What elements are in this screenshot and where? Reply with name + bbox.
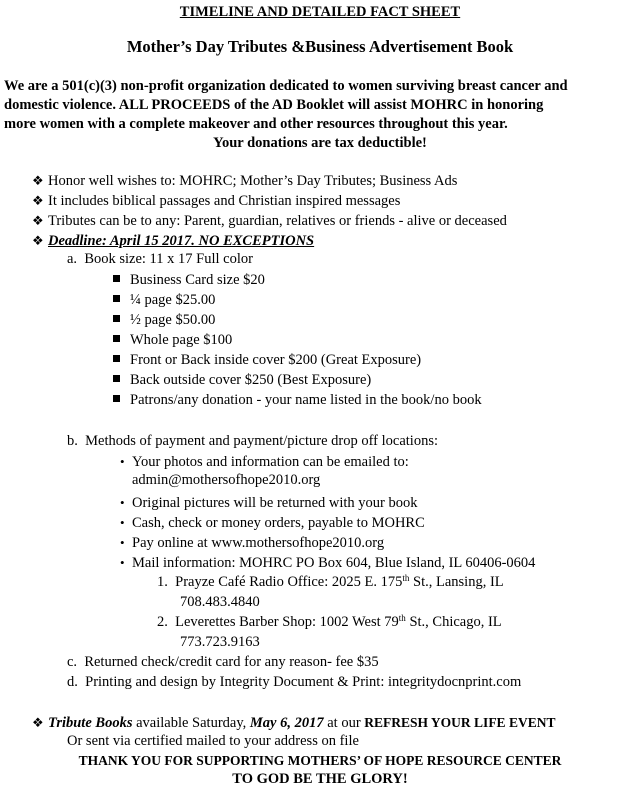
location-prayze-cafe: 1. Prayze Café Radio Office: 2025 E. 175th St., Lansing, IL [157, 573, 504, 590]
diamond-bullet-icon: ❖ [32, 193, 44, 208]
list-item-mail: • Mail information: MOHRC PO Box 604, Blue Island, IL 60406-0604 [120, 555, 536, 571]
diamond-bullet-icon: ❖ [32, 233, 44, 248]
square-bullet-icon [113, 295, 120, 302]
list-item-whole-page: Whole page $100 [113, 331, 640, 350]
round-bullet-icon: • [120, 454, 125, 469]
square-bullet-icon [113, 375, 120, 382]
round-bullet-icon: • [120, 555, 125, 570]
square-bullet-icon [113, 335, 120, 342]
list-item-cash: • Cash, check or money orders, payable to MOHRC [120, 515, 425, 531]
square-bullet-icon [113, 355, 120, 362]
thank-you-line: THANK YOU FOR SUPPORTING MOTHERS’ OF HOPE RESOURCE CENTER [78, 753, 562, 768]
round-bullet-icon: • [120, 495, 125, 510]
intro-line-2: domestic violence. ALL PROCEEDS of the AD Booklet will assist MOHRC in honoring [4, 97, 544, 113]
intro-line-1: We are a 501(c)(3) non-profit organization dedicated to women surviving breast cancer and [4, 78, 568, 94]
sent-by-mail-line: Or sent via certified mailed to your address on file [67, 733, 359, 749]
list-item-originals: • Original pictures will be returned with your book [120, 495, 418, 511]
diamond-bullet-icon: ❖ [32, 213, 44, 228]
bullet-deadline: ❖ Deadline: April 15 2017. NO EXCEPTIONS [32, 233, 315, 249]
email-address: admin@mothersofhope2010.org [132, 472, 321, 488]
round-bullet-icon: • [120, 515, 125, 530]
list-item-business-card: Business Card size $20 [113, 271, 640, 290]
diamond-bullet-icon: ❖ [32, 173, 44, 188]
bullet-tributes: ❖ Tributes can be to any: Parent, guardian, relatives or friends - alive or deceased [32, 213, 507, 229]
intro-line-3: more women with a complete makeover and other resources throughout this year. [4, 116, 508, 132]
location-leverettes-phone: 773.723.9163 [180, 634, 260, 650]
list-item-patrons: Patrons/any donation - your name listed in the book/no book [113, 391, 640, 410]
bullet-honor: ❖ Honor well wishes to: MOHRC; Mother’s Day Tributes; Business Ads [32, 173, 458, 189]
list-item-outside-cover: Back outside cover $250 (Best Exposure) [113, 371, 640, 390]
page-subtitle: Mother’s Day Tributes &Business Advertisement Book [126, 37, 514, 56]
location-prayze-cafe-phone: 708.483.4840 [180, 594, 260, 610]
round-bullet-icon: • [120, 535, 125, 550]
section-a: a. Book size: 11 x 17 Full color [67, 251, 253, 267]
tribute-books-line: ❖ Tribute Books available Saturday, May 6, 2017 at our REFRESH YOUR LIFE EVENT [32, 715, 556, 731]
section-d: d. Printing and design by Integrity Document & Print: integritydocnprint.com [67, 674, 522, 690]
diamond-bullet-icon: ❖ [32, 715, 44, 730]
bullet-biblical: ❖ It includes biblical passages and Christian inspired messages [32, 193, 401, 209]
location-leverettes: 2. Leverettes Barber Shop: 1002 West 79th St., Chicago, IL [157, 613, 502, 630]
list-item-online: • Pay online at www.mothersofhope2010.org [120, 535, 385, 551]
list-item-inside-cover: Front or Back inside cover $200 (Great Exposure) [113, 351, 640, 370]
section-b: b. Methods of payment and payment/picture drop off locations: [67, 433, 439, 449]
section-c: c. Returned check/credit card for any reason- fee $35 [67, 654, 379, 670]
glory-line: TO GOD BE THE GLORY! [232, 771, 408, 787]
list-item-half-page: ½ page $50.00 [113, 311, 640, 330]
square-bullet-icon [113, 395, 120, 402]
list-item-email: • Your photos and information can be emailed to: [120, 454, 409, 470]
square-bullet-icon [113, 275, 120, 282]
intro-line-4: Your donations are tax deductible! [213, 135, 427, 151]
square-bullet-icon [113, 315, 120, 322]
list-item-quarter-page: ¼ page $25.00 [113, 291, 640, 310]
page-title: TIMELINE AND DETAILED FACT SHEET [179, 4, 461, 20]
